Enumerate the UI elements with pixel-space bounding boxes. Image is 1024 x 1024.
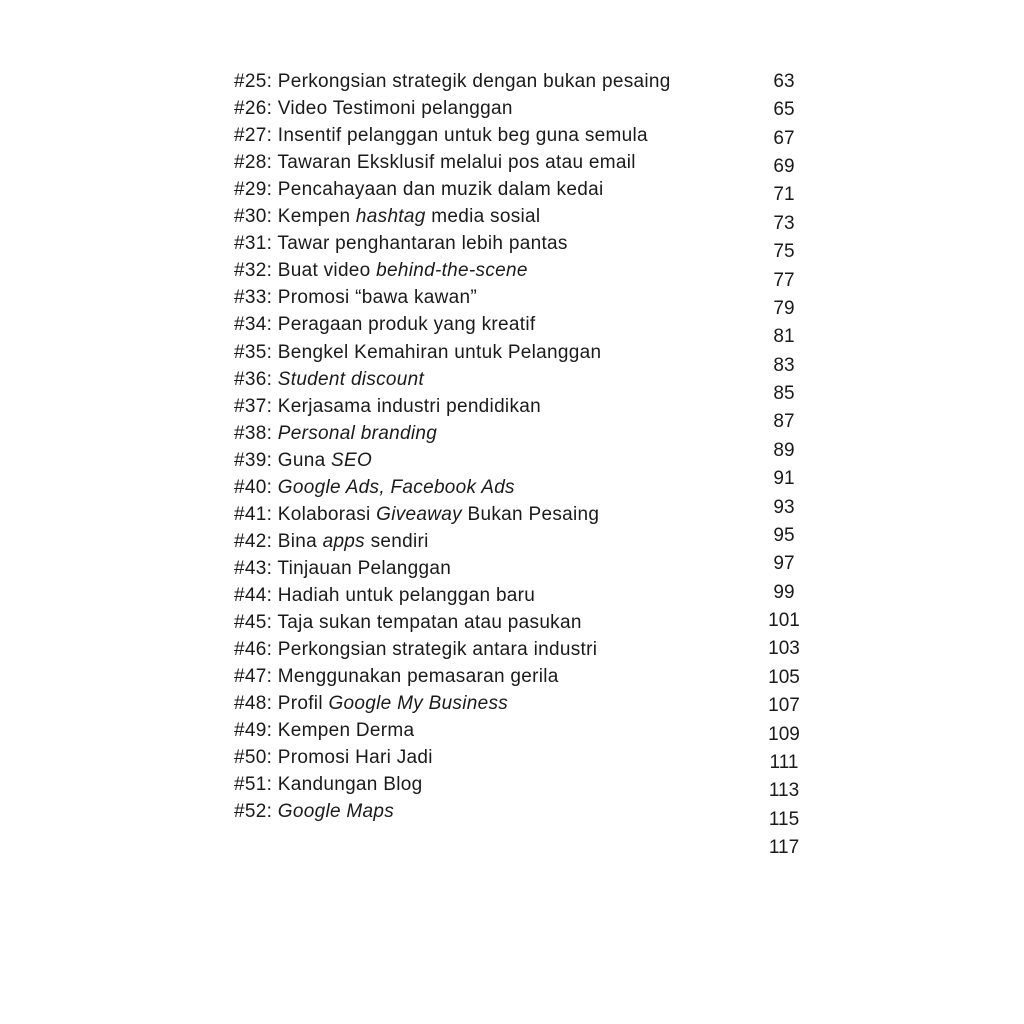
toc-entry-text: #45: Taja sukan tempatan atau pasukan	[234, 612, 582, 633]
toc-entry[interactable]	[234, 178, 603, 202]
toc-entry-text: #29: Pencahayaan dan muzik dalam kedai	[234, 179, 604, 201]
toc-entry-italic-text: Giveaway	[376, 503, 462, 525]
toc-entry[interactable]	[234, 97, 513, 121]
toc-entry-italic-text: SEO	[331, 449, 373, 471]
toc-page-number: 75	[773, 241, 795, 263]
toc-entry-text: #49: Kempen Derma	[234, 720, 415, 742]
toc-entry[interactable]	[234, 692, 508, 716]
toc-entry-text: sendiri	[364, 530, 429, 552]
toc-entry[interactable]	[234, 259, 528, 283]
toc-entry-italic-text: behind-the-scene	[376, 260, 528, 282]
toc-entry-text: #44: Hadiah untuk pelanggan baru	[234, 584, 536, 606]
toc-page-number: 71	[773, 184, 795, 206]
toc-page-number: 73	[773, 212, 795, 234]
toc-entry-text: #31: Tawar penghantaran lebih pantas	[234, 233, 568, 255]
toc-page-number: 81	[773, 326, 795, 348]
toc-page-number: 103	[768, 638, 800, 660]
toc-page-number: 93	[773, 496, 795, 518]
toc-entry-text: #41: Kolaborasi	[234, 503, 377, 525]
toc-page-number: 101	[768, 610, 800, 632]
toc-entry[interactable]	[234, 313, 535, 337]
toc-entry-text: #50: Promosi Hari Jadi	[234, 747, 433, 769]
toc-page-number: 87	[773, 411, 795, 433]
toc-page-number: 111	[769, 751, 799, 773]
toc-entry-text: media sosial	[425, 206, 541, 228]
toc-entry[interactable]	[234, 611, 582, 635]
toc-entry[interactable]	[234, 151, 636, 175]
toc-entry[interactable]	[234, 719, 414, 743]
toc-entry[interactable]	[234, 584, 535, 608]
toc-entry[interactable]	[234, 286, 477, 310]
toc-page-number: 85	[773, 383, 795, 405]
toc-entry-text: #25: Perkongsian strategik dengan bukan pesaing	[234, 71, 671, 92]
toc-entry[interactable]	[234, 422, 437, 446]
toc-entry-text: #37: Kerjasama industri pendidikan	[234, 395, 541, 417]
toc-page-number: 117	[768, 836, 800, 858]
toc-entry[interactable]	[234, 124, 648, 148]
toc-page-number: 99	[773, 581, 795, 603]
toc-page-number: 89	[773, 439, 795, 461]
toc-entry[interactable]	[234, 205, 540, 229]
toc-entry-text: #39: Guna	[234, 449, 332, 471]
toc-entry-italic-text: hashtag	[355, 206, 426, 228]
toc-entry-italic-text: apps	[322, 530, 365, 552]
toc-page-number: 65	[773, 99, 795, 121]
toc-entry-text: #48: Profil	[234, 693, 329, 715]
toc-entry[interactable]	[234, 341, 601, 365]
toc-entry[interactable]	[234, 70, 671, 94]
toc-page-number: 97	[773, 553, 795, 575]
toc-entry[interactable]	[234, 476, 515, 500]
toc-page-number: 113	[768, 780, 800, 802]
toc-page-number: 77	[773, 269, 795, 291]
toc-page-number: 79	[773, 297, 795, 319]
toc-entry-text: #32: Buat video	[234, 260, 377, 282]
toc-page-number: 91	[773, 468, 795, 490]
toc-entry-italic-text: Student discount	[277, 368, 425, 390]
toc-entry-italic-text: Personal branding	[277, 422, 438, 444]
toc-entry-text: Bukan Pesaing	[461, 503, 600, 525]
toc-page-number: 95	[773, 524, 795, 546]
toc-entry-text: #28: Tawaran Eksklusif melalui pos atau email	[234, 152, 636, 174]
toc-entry-text: #40:	[234, 476, 278, 498]
toc-page-number: 63	[773, 71, 795, 92]
toc-entry-text: #34: Peragaan produk yang kreatif	[234, 314, 536, 336]
toc-page-number: 67	[773, 127, 795, 149]
toc-page-number: 83	[773, 354, 795, 376]
toc-page-number: 115	[768, 808, 800, 830]
toc-entry-italic-text: Google My Business	[328, 693, 509, 715]
toc-entry-text: #47: Menggunakan pemasaran gerila	[234, 666, 559, 688]
toc-page-number: 107	[768, 695, 800, 717]
toc-entry-text: #52:	[234, 801, 278, 823]
toc-entry[interactable]	[234, 395, 541, 419]
toc-entry[interactable]	[234, 449, 372, 473]
toc-entry[interactable]	[234, 665, 559, 689]
toc-entry-italic-text: Google Ads, Facebook Ads	[277, 476, 515, 498]
toc-entry-text: #51: Kandungan Blog	[234, 774, 423, 796]
toc-entry-text: #38:	[234, 422, 278, 444]
toc-entry-text: #43: Tinjauan Pelanggan	[234, 557, 452, 579]
toc-entry-text: #33: Promosi “bawa kawan”	[234, 287, 477, 309]
toc-entry-text: #27: Insentif pelanggan untuk beg guna semula	[234, 125, 648, 147]
toc-entry-text: #26: Video Testimoni pelanggan	[234, 98, 513, 120]
toc-entry-text: #42: Bina	[234, 530, 323, 552]
toc-entry[interactable]	[234, 746, 433, 770]
toc-entry[interactable]	[234, 530, 429, 554]
toc-entry[interactable]	[234, 557, 451, 581]
toc-entry-italic-text: Google Maps	[277, 801, 395, 823]
toc-entry[interactable]	[234, 773, 422, 797]
toc-entry-text: #46: Perkongsian strategik antara industri	[234, 639, 598, 661]
toc-page-number: 105	[768, 666, 800, 688]
toc-entry[interactable]	[234, 638, 597, 662]
toc-page-number: 109	[768, 723, 800, 745]
toc-entry-text: #36:	[234, 368, 278, 390]
toc-entry-text: #35: Bengkel Kemahiran untuk Pelanggan	[234, 341, 602, 363]
toc-entry[interactable]	[234, 503, 599, 527]
toc-entry-text: #30: Kempen	[234, 206, 356, 228]
toc-page-number: 69	[773, 156, 795, 178]
toc-entry[interactable]	[234, 800, 394, 824]
toc-entry[interactable]	[234, 232, 568, 256]
toc-entry[interactable]	[234, 368, 424, 392]
